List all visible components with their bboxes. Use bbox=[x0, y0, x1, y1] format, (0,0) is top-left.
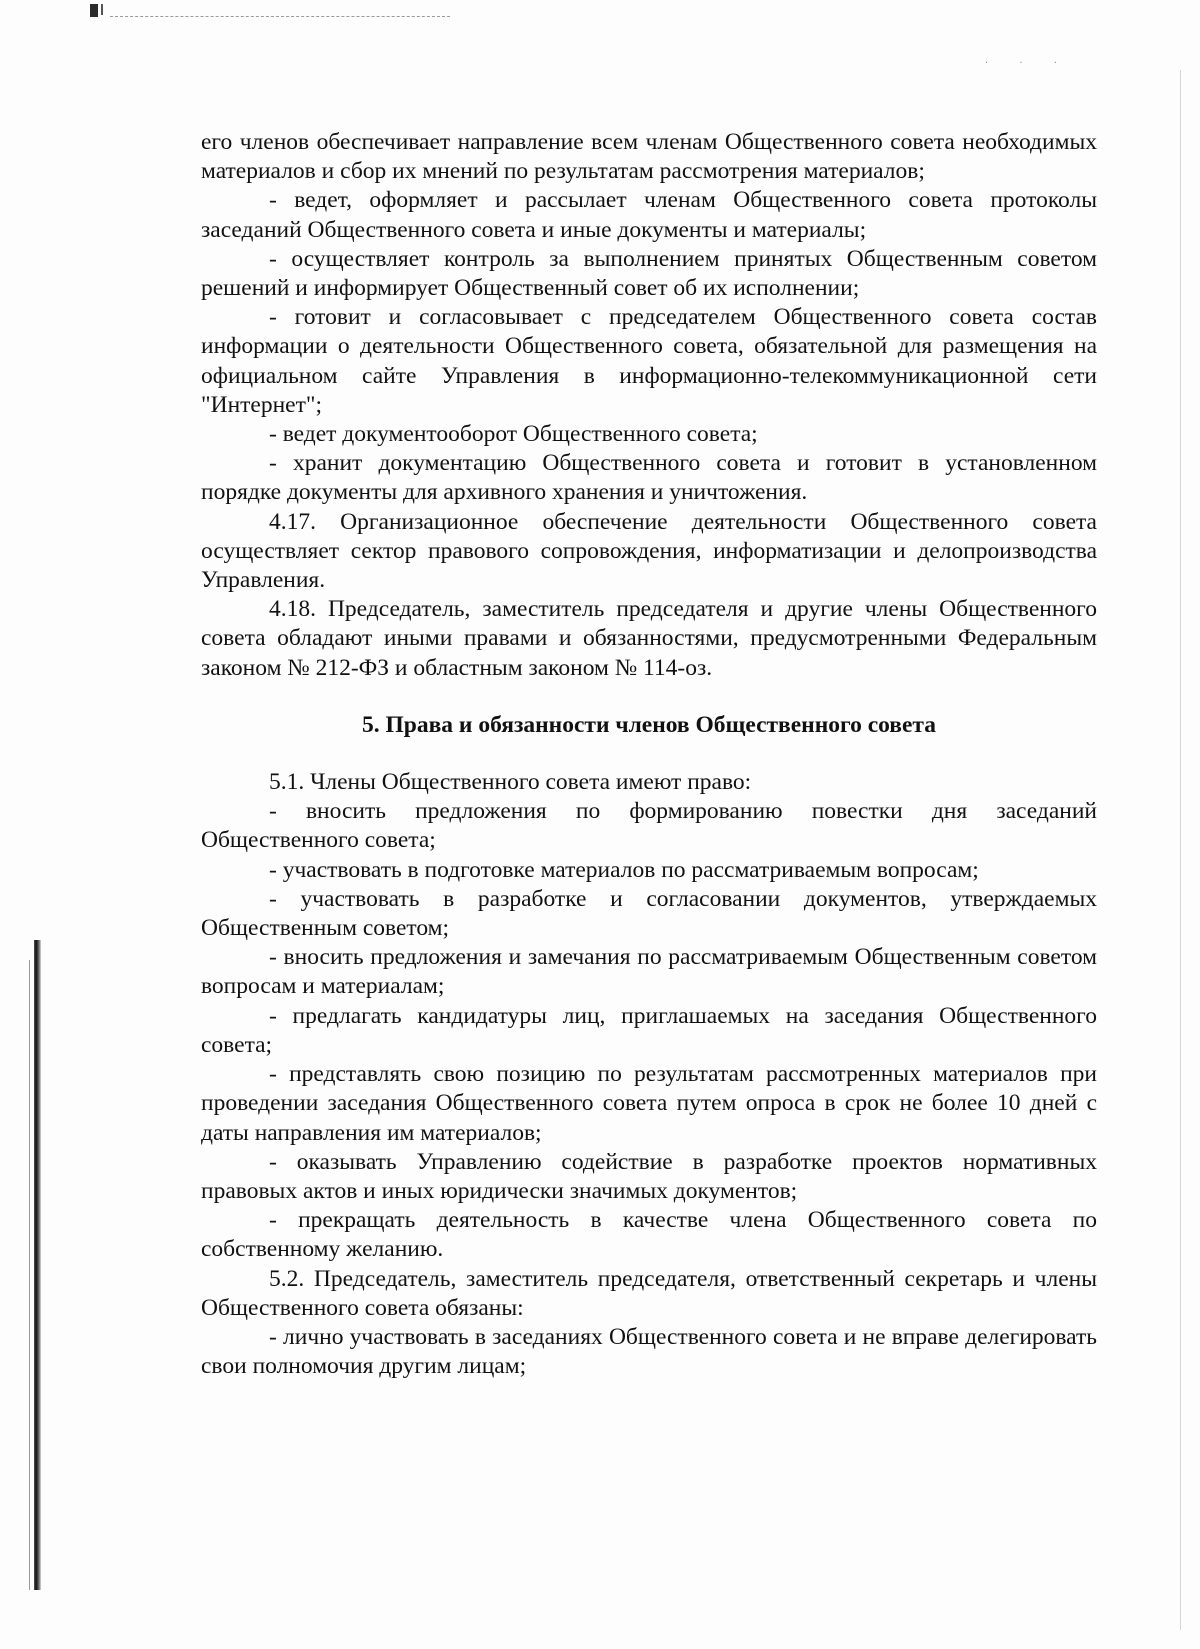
scan-artifact-dots: · · · bbox=[985, 58, 1071, 69]
list-item: - вносить предложения по формированию повестки дня заседаний Общественного совета; bbox=[201, 798, 1097, 854]
scan-binding-line bbox=[29, 960, 30, 1590]
list-item: - участвовать в разработке и согласовании документов, утверждаемых Общественным советом; bbox=[201, 885, 1097, 942]
clause-5-2: 5.2. Председатель, заместитель председателя, ответственный секретарь и члены Общественного совета обязаны: bbox=[201, 1265, 1097, 1321]
section-5-title: 5. Права и обязанности членов Общественного совета bbox=[361, 711, 937, 738]
scan-artifact-mark bbox=[101, 4, 103, 15]
list-item: - готовит и согласовывает с председателем Общественного совета состав информации о деятельности Общественного совета, обязательной для размещения на официальном сайте Управления в информационно-телекоммуникационной сети "Интернет"; bbox=[201, 304, 1097, 418]
list-item: - прекращать деятельность в качестве члена Общественного совета по собственному желанию. bbox=[201, 1207, 1097, 1263]
list-item: - вносить предложения и замечания по рассматриваемым Общественным советом вопросам и материалам; bbox=[201, 944, 1097, 1000]
list-item: - участвовать в подготовке материалов по рассматриваемым вопросам; bbox=[269, 856, 979, 883]
list-item: - представлять свою позицию по результатам рассмотренных материалов при проведении заседания Общественного совета путем опроса в срок не более 10 дней с даты направления им материалов; bbox=[201, 1061, 1097, 1146]
scan-edge-line bbox=[1180, 70, 1181, 1630]
scan-binding-shadow bbox=[34, 940, 41, 1590]
list-item: - предлагать кандидатуры лиц, приглашаемых на заседания Общественного совета; bbox=[201, 1002, 1097, 1058]
scan-artifact-mark bbox=[90, 4, 98, 17]
list-item: - ведет документооборот Общественного совета; bbox=[269, 421, 758, 448]
list-item: - оказывать Управлению содействие в разработке проектов нормативных правовых актов и иных юридически значимых документов; bbox=[201, 1148, 1097, 1204]
clause-5-1: 5.1. Члены Общественного совета имеют право: bbox=[269, 769, 752, 796]
clause-4-17: 4.17. Организационное обеспечение деятельности Общественного совета осуществляет сектор правового сопровождения, информатизации и делопроизводства Управления. bbox=[201, 508, 1097, 594]
clause-4-18: 4.18. Председатель, заместитель председателя и другие члены Общественного совета обладают иными правами и обязанностями, предусмотренными Федеральным законом № 212-ФЗ и областным законом № 114-оз. bbox=[201, 596, 1097, 681]
list-item: - ведет, оформляет и рассылает членам Общественного совета протоколы заседаний Общественного совета и иные документы и материалы; bbox=[201, 187, 1097, 243]
document-body bbox=[201, 128, 1097, 1381]
list-item: - осуществляет контроль за выполнением принятых Общественным советом решений и информирует Общественный совет об их исполнении; bbox=[201, 245, 1097, 302]
scan-artifact-rule bbox=[110, 16, 450, 17]
list-item: - лично участвовать в заседаниях Общественного совета и не вправе делегировать свои полномочия другим лицам; bbox=[201, 1323, 1097, 1380]
continuation-paragraph: его членов обеспечивает направление всем членам Общественного совета необходимых материалов и сбор их мнений по результатам рассмотрения материалов; bbox=[201, 129, 1097, 185]
list-item: - хранит документацию Общественного совета и готовит в установленном порядке документы для архивного хранения и уничтожения. bbox=[201, 450, 1097, 506]
